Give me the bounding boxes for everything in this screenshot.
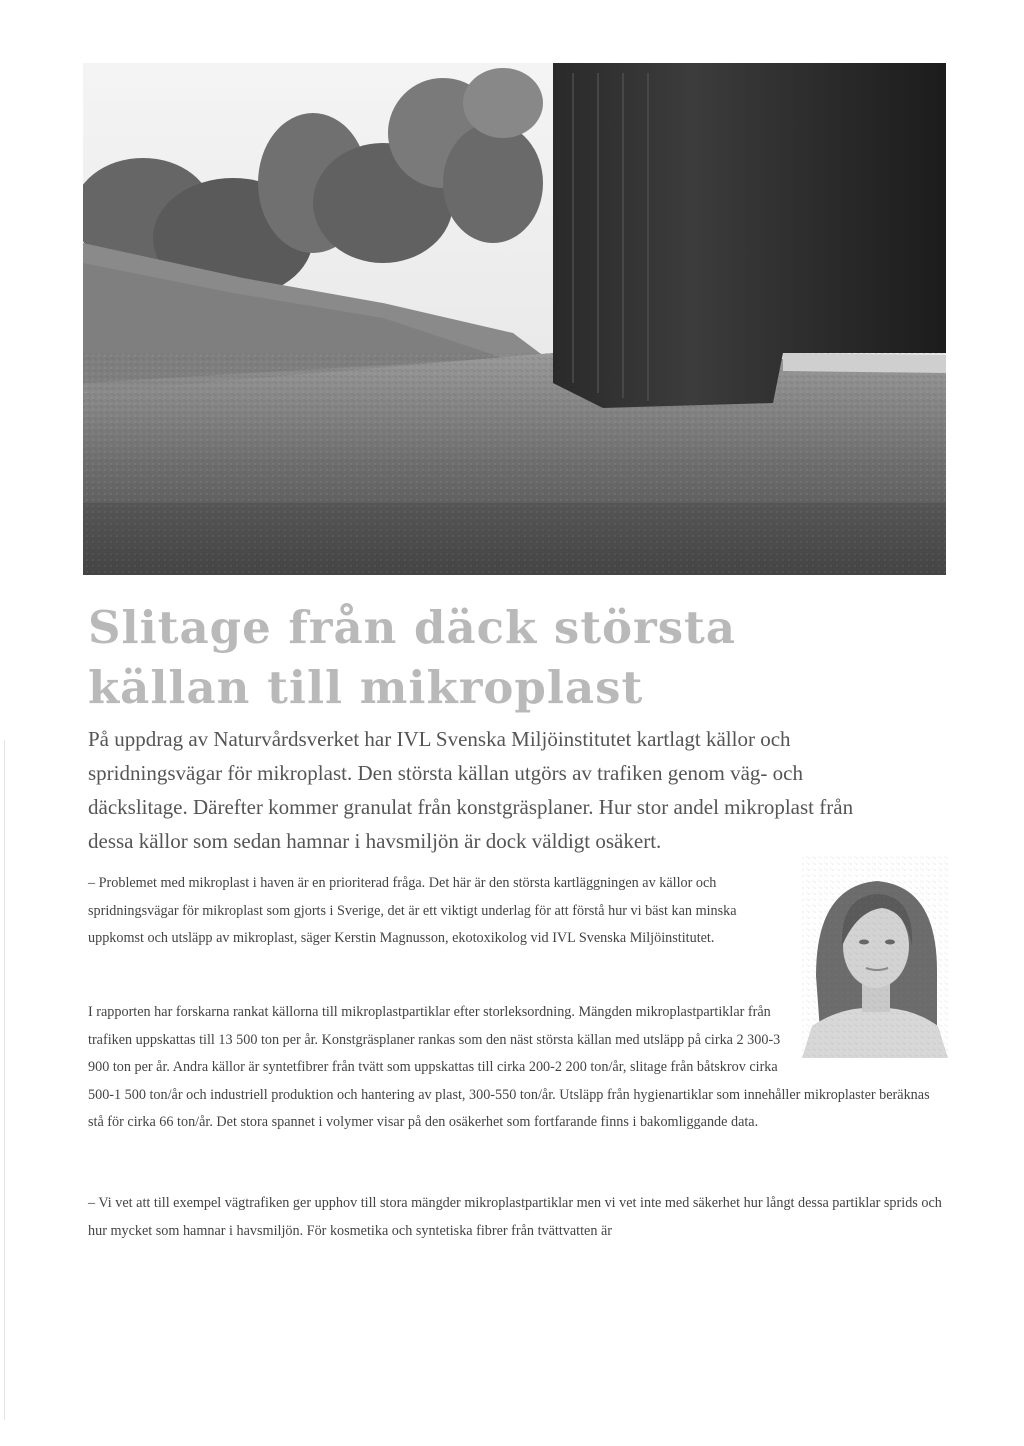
scan-margin-line (4, 740, 5, 1420)
quote-paragraph-2: – Vi vet att till exempel vägtrafiken ger upphov till stora mängder mikroplastpartiklar men vi vet inte med säkerhet hur långt dessa partiklar sprids och hur mycket som hamnar i havsmiljön. För kosmetika och syntetiska fibrer från tvättvatten är (88, 1195, 942, 1239)
paragraph-2-text: I rapporten har forskarna rankat källorna till mikroplastpartiklar efter storleksordning. Mängden mikroplastpartiklar från trafiken uppskattas till 13 500 ton per år. Konstgräsplaner rankas som den näst största källan med utsläpp på cirka 2 300-3 900 ton per år. Andra källor är syntetfibrer från tvätt som uppskattas till cirka 200-2 200 ton/år, slitage från båtskrov cirka 500-1 500 ton/år och industriell produktion och hantering av plast, 300-550 ton/år. Utsläpp från hygienartiklar som innehåller mikroplaster beräknas stå för cirka 66 ton/år. Det stora spannet i volymer visar på den osäkerhet som fortfarande finns i bakomliggande data. (88, 1004, 930, 1130)
hero-photo (83, 63, 946, 575)
road-tire-photo (83, 63, 946, 575)
article-lead: På uppdrag av Naturvårdsverket har IVL Svenska Miljöinstitutet kartlagt källor och spridningsvägar för mikroplast. Den största källan utgörs av trafiken genom väg- och däckslitage. Därefter kommer granulat från konstgräsplaner. Hur stor andel mikroplast från dessa källor som sedan hamnar i havsmiljön är dock väldigt osäkert. (88, 727, 854, 853)
paragraph-2 (88, 999, 948, 1137)
article-title: Slitage från däck största källan till mikroplast (88, 601, 736, 714)
quote-paragraph-1: – Problemet med mikroplast i haven är en prioriterad fråga. Det här är den största kartläggningen av källor och spridningsvägar för mikroplast som gjorts i Sverige, det är ett viktigt underlag för att förstå hur vi bäst kan minska uppkomst och utsläpp av mikroplast, säger Kerstin Magnusson, ekotoxikolog vid IVL Svenska Miljöinstitutet. (88, 875, 737, 946)
